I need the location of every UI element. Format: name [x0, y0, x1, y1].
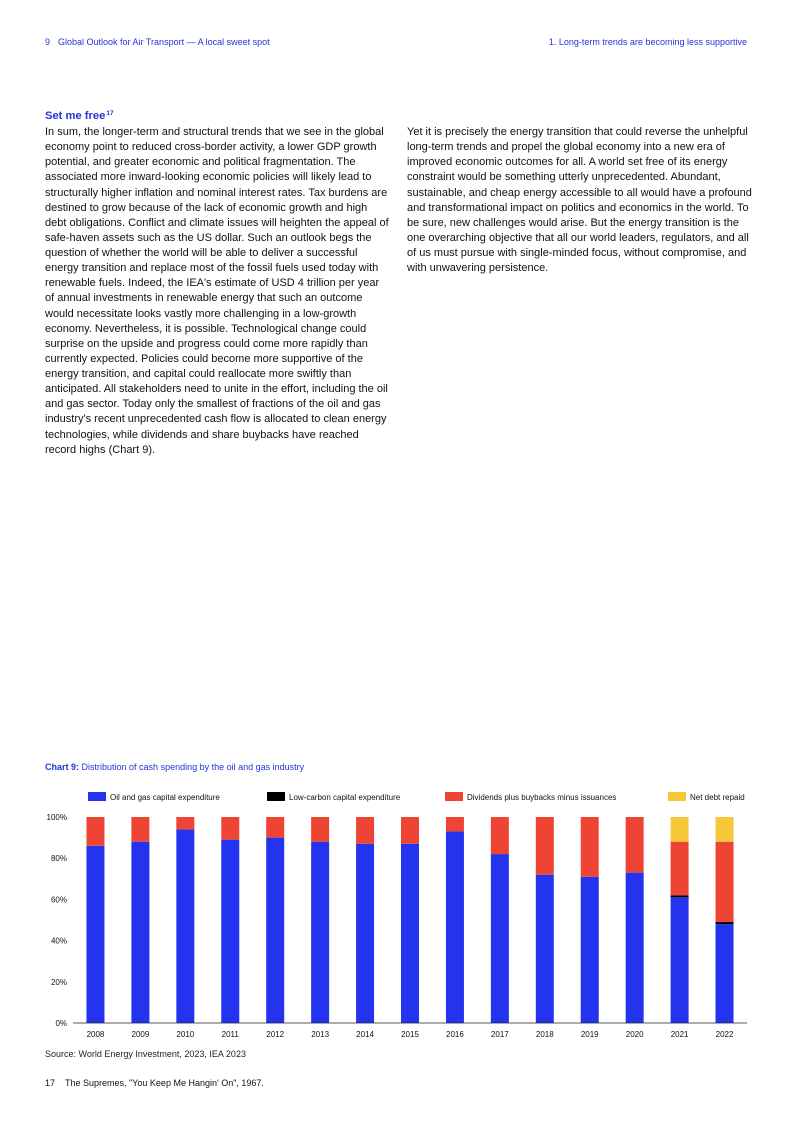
bar-segment [491, 817, 509, 854]
legend-label: Dividends plus buybacks minus issuances [467, 793, 617, 802]
section-heading [45, 110, 114, 122]
bar-segment [176, 829, 194, 1023]
body-paragraph-left: In sum, the longer-term and structural trends that we see in the global economy point to reduced cross-border activity, a lower GDP growth potential, and greater economic and political fragmentation. The associated more inward-looking economic policies will likely lead to structurally higher inflation and nominal interest rates. Tax burdens are destined to grow because of the lack of economic growth and high debt obligations. Conflict and climate issues will heighten the appeal of safe-haven assets such as the US dollar. Such an outlook begs the question of whether the world will be able to deliver a successful energy transition and replace most of the fossil fuels used today with renewable fuels. Indeed, the IEA's estimate of USD 4 trillion per year of annual investments in renewable energy that such an outcome would necessitate looks vastly more challenging in a low-growth economy. Nevertheless, it is possible. Technological change could surprise on the upside and progress could come more rapidly than currently expected. Policies could become more supportive of the energy transition, and capital could reallocate more swiftly than anticipated. All stakeholders need to unite in the effort, including the oil and gas sector. Today only the smallest of fractions of the oil and gas industry's recent unprecedented cash flow is allocated to clean energy technologies, while dividends and share buybacks have reached record highs (Chart 9). [45, 126, 389, 456]
x-tick-label: 2021 [670, 1030, 689, 1039]
x-tick-label: 2009 [131, 1030, 150, 1039]
chart-caption [45, 762, 304, 772]
x-tick-label: 2017 [490, 1030, 509, 1039]
x-tick-label: 2018 [535, 1030, 554, 1039]
y-tick-label: 20% [50, 977, 67, 987]
bar-segment [671, 817, 689, 842]
bar-segment [716, 842, 734, 922]
bar-segment [356, 844, 374, 1023]
bar-segment [671, 897, 689, 1023]
chart-label: Chart 9: [45, 762, 80, 772]
legend-label: Oil and gas capital expenditure [110, 793, 220, 802]
body-paragraph-right: Yet it is precisely the energy transition that could reverse the unhelpful long-term trends and propel the global economy into a new era of improved economic outcomes for all. A world set free of its energy constraint would be something utterly unprecedented. Abundant, sustainable, and cheap energy accessible to all would have a profound and transformational impact on politics and economics in the world. To be sure, new challenges would arise. But the energy transition is the one overarching objective that all our world leaders, regulators, and all of us must pursue with single-minded focus, without compromise, and with unwavering persistence. [407, 126, 752, 275]
bar-segment [131, 842, 149, 1023]
x-tick-label: 2022 [715, 1030, 734, 1039]
x-tick-label: 2012 [266, 1030, 285, 1039]
x-tick-label: 2014 [356, 1030, 374, 1039]
running-header-section: 1. Long-term trends are becoming less supportive [548, 37, 747, 47]
bar-segment [626, 873, 644, 1023]
footnote [45, 1078, 264, 1088]
bar-segment [536, 875, 554, 1023]
bar-segment [581, 877, 599, 1023]
legend-swatch [668, 792, 686, 801]
bar-segment [491, 854, 509, 1023]
legend-label: Net debt repaid [690, 793, 745, 802]
x-tick-label: 2010 [176, 1030, 195, 1039]
bar-segment [671, 842, 689, 896]
legend-label: Low-carbon capital expenditure [289, 793, 401, 802]
bar-segment [221, 817, 239, 840]
y-tick-label: 60% [50, 895, 67, 905]
bar-segment [311, 817, 329, 842]
page-number: 9 [45, 37, 51, 47]
bar-segment [221, 840, 239, 1023]
chart-bars [86, 817, 733, 1023]
body-column-left [45, 125, 390, 458]
bar-segment [86, 846, 104, 1023]
bar-segment [131, 817, 149, 842]
source-note: Source: World Energy Investment, 2023, IEA 2023 [45, 1049, 246, 1059]
x-tick-label: 2019 [580, 1030, 599, 1039]
y-tick-label: 80% [50, 854, 67, 864]
x-tick-label: 2020 [625, 1030, 644, 1039]
chart-legend [88, 792, 745, 802]
x-tick-label: 2013 [311, 1030, 330, 1039]
bar-segment [176, 817, 194, 829]
bar-segment [716, 922, 734, 924]
bar-segment [266, 817, 284, 838]
footnote-number: 17 [45, 1078, 56, 1088]
x-tick-label: 2008 [86, 1030, 105, 1039]
stacked-bar-chart [40, 786, 753, 1041]
footnote-text: The Supremes, "You Keep Me Hangin' On", 1967. [65, 1078, 264, 1088]
bar-segment [266, 838, 284, 1023]
bar-segment [716, 924, 734, 1023]
y-axis [47, 813, 67, 1028]
footnote-reference[interactable]: 17 [106, 110, 114, 117]
bar-segment [581, 817, 599, 877]
legend-swatch [267, 792, 285, 801]
bar-segment [401, 844, 419, 1023]
y-tick-label: 0% [55, 1019, 67, 1028]
bar-segment [86, 817, 104, 846]
y-tick-label: 40% [50, 936, 67, 946]
bar-segment [446, 817, 464, 831]
legend-swatch [88, 792, 106, 801]
x-tick-label: 2011 [221, 1030, 239, 1039]
x-tick-label: 2015 [401, 1030, 419, 1039]
body-column-right [407, 125, 752, 276]
bar-segment [536, 817, 554, 875]
bar-segment [311, 842, 329, 1023]
legend-swatch [445, 792, 463, 801]
bar-segment [356, 817, 374, 844]
x-axis [73, 1023, 747, 1039]
x-tick-label: 2016 [446, 1030, 464, 1039]
bar-segment [401, 817, 419, 844]
chart-title-text: Distribution of cash spending by the oil and gas industry [81, 762, 305, 772]
bar-segment [671, 895, 689, 897]
running-header-left [45, 37, 270, 47]
document-title: Global Outlook for Air Transport — A local sweet spot [58, 37, 270, 47]
bar-segment [716, 817, 734, 842]
bar-segment [446, 831, 464, 1023]
section-title-text: Set me free [45, 110, 106, 122]
y-tick-label: 100% [46, 813, 67, 822]
bar-segment [626, 817, 644, 873]
